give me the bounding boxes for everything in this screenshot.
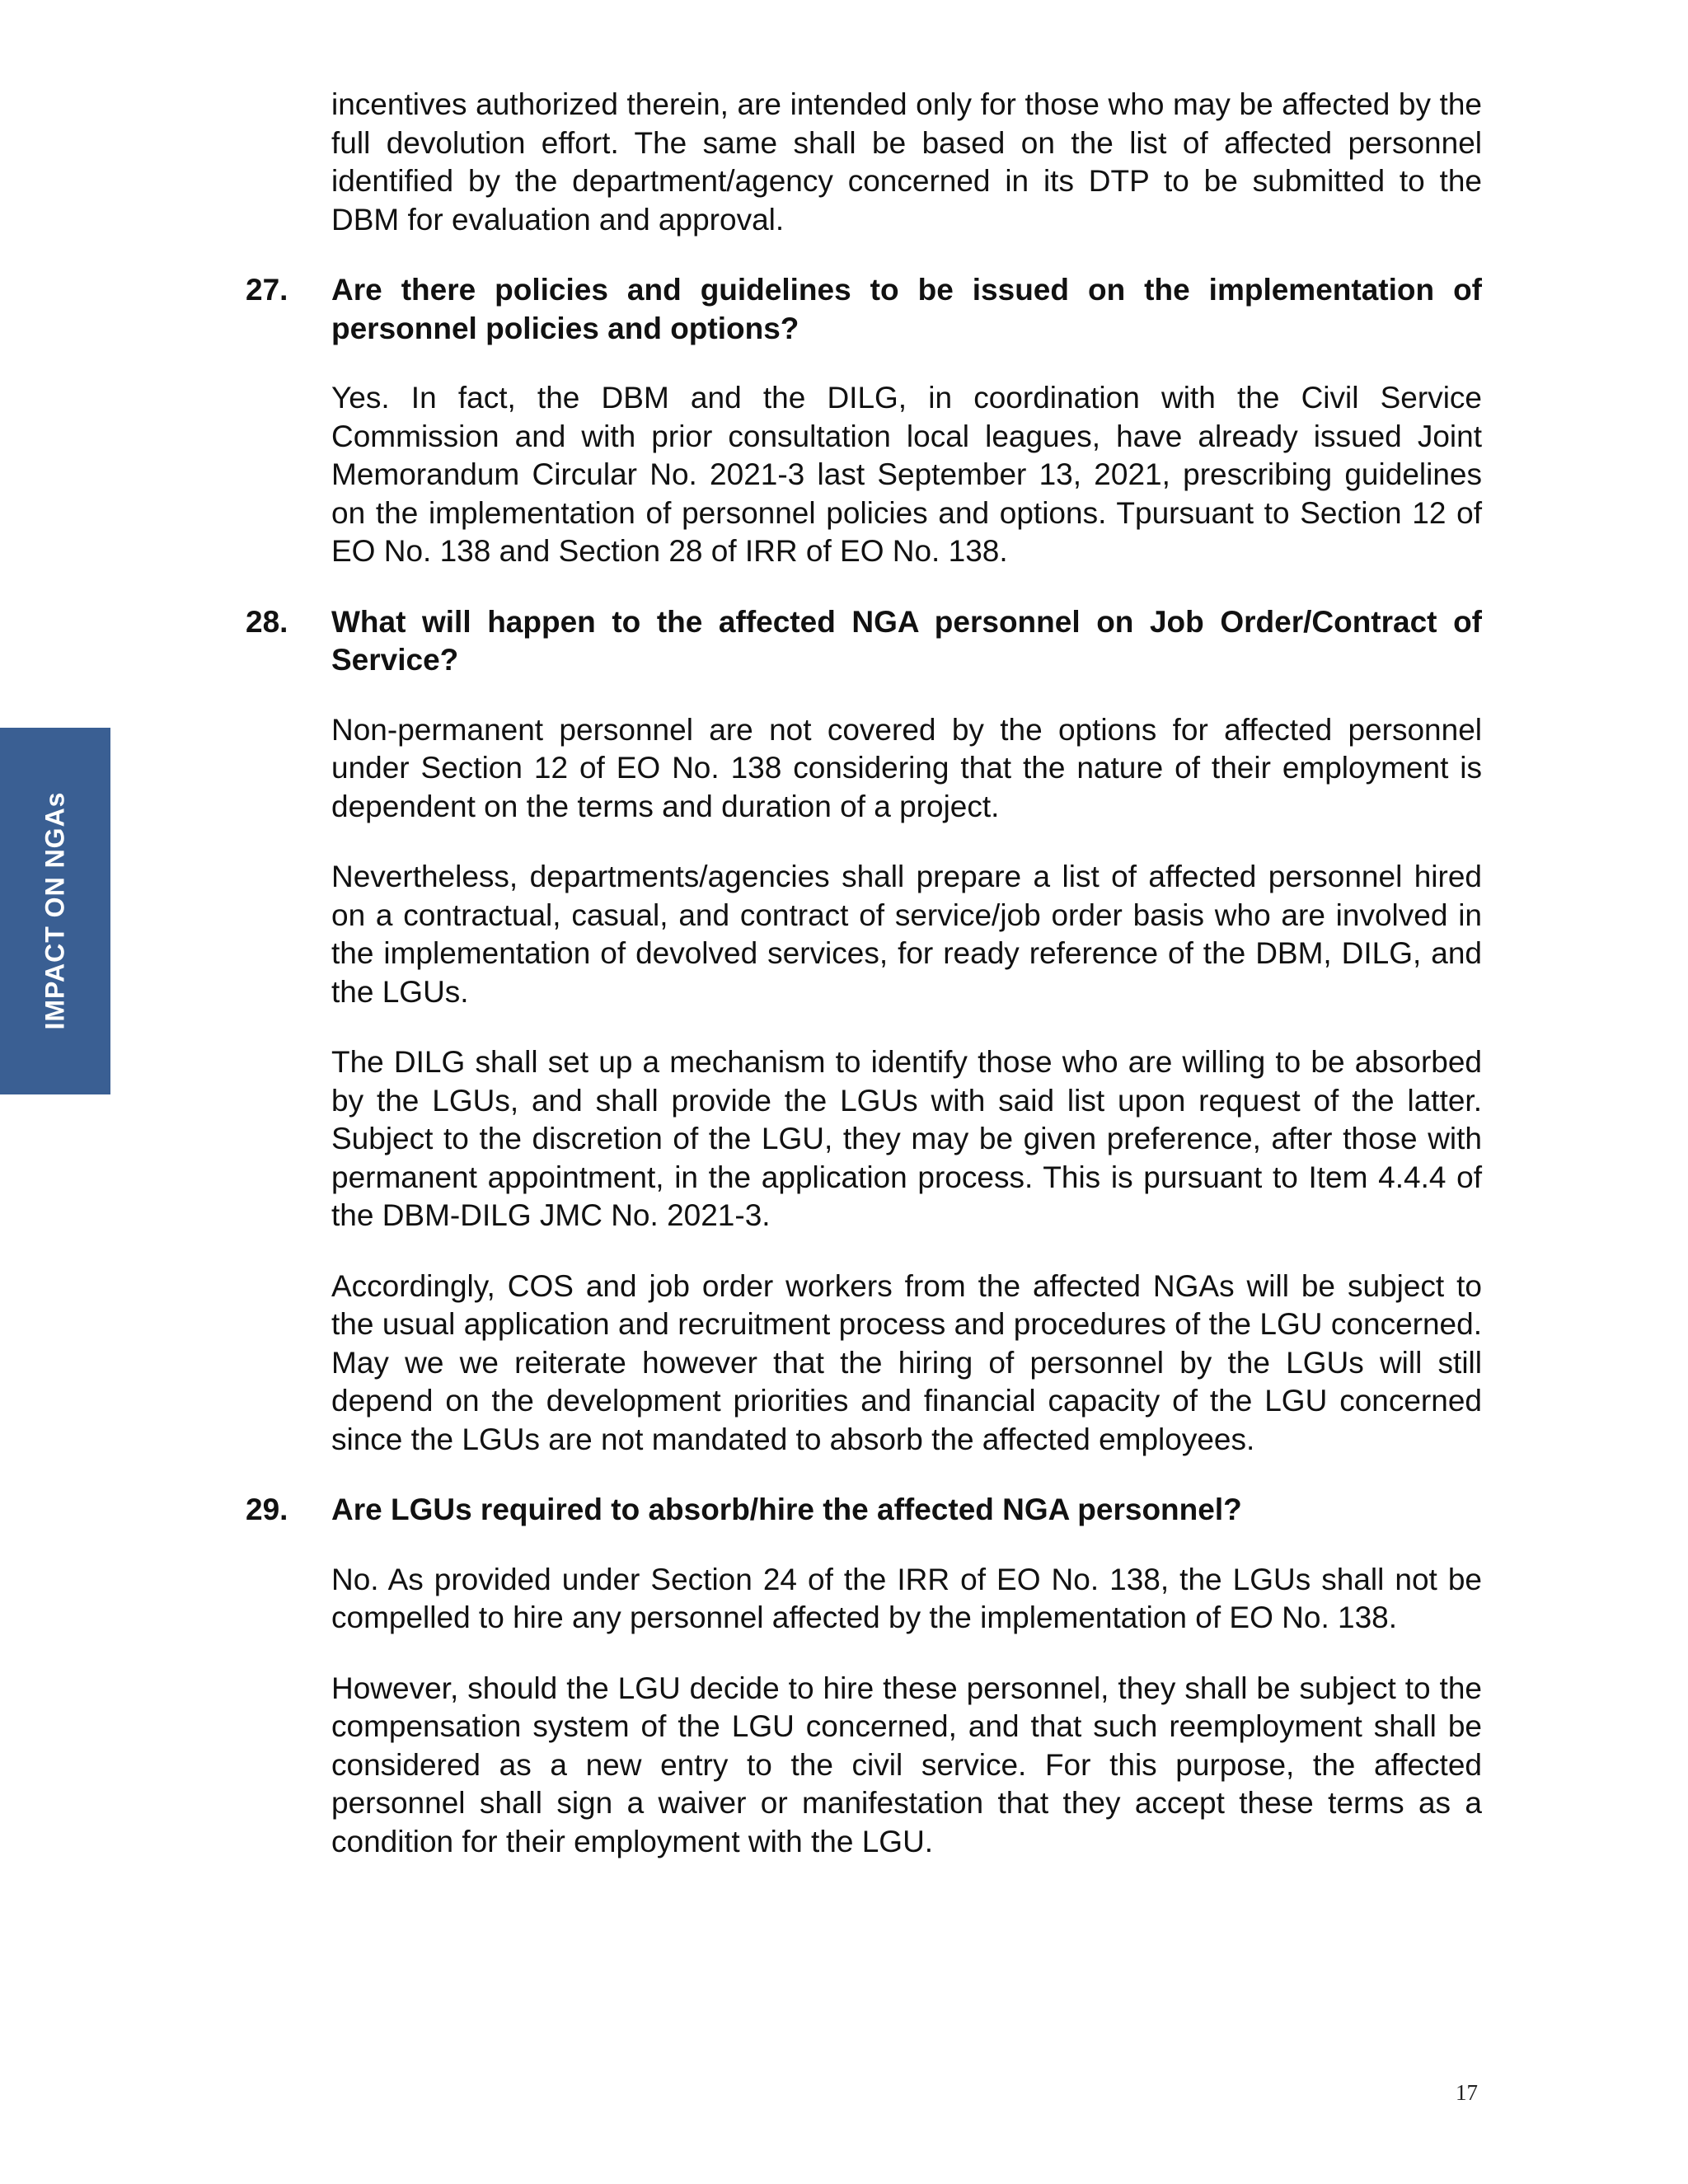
page-number: 17 <box>1456 2080 1478 2105</box>
question-heading <box>246 271 1482 348</box>
answer-paragraph: The DILG shall set up a mechanism to identify those who are willing to be absorbed by the LGUs, and shall provide the LGUs with said list upon request of the latter. Subject to the discretion of the LGU, they may be given preference, after those with permanent appointment, in the application process. This is pursuant to Item 4.4.4 of the DBM-DILG JMC No. 2021-3. <box>331 1045 1482 1232</box>
question-heading <box>246 603 1482 680</box>
answer-paragraph: Nevertheless, departments/agencies shall prepare a list of affected personnel hired on a contractual, casual, and contract of service/job order basis who are involved in the implementation of devolved services, for ready reference of the DBM, DILG, and the LGUs. <box>331 860 1482 1009</box>
question-number: 27. <box>246 273 288 307</box>
question-number: 29. <box>246 1493 288 1526</box>
answer-paragraph: However, should the LGU decide to hire these personnel, they shall be subject to the compensation system of the LGU concerned, and that such reemployment shall be considered as a new entry to the civil service. For this purpose, the affected personnel shall sign a waiver or manifestation that they accept these terms as a condition for their employment with the LGU. <box>331 1671 1482 1858</box>
answer-paragraph: Accordingly, COS and job order workers from the affected NGAs will be subject to the usual application and recruitment process and procedures of the LGU concerned. May we we reiterate however that the hiring of personnel by the LGUs will still depend on the development priorities and financial capacity of the LGU concerned since the LGUs are not mandated to absorb the affected employees. <box>331 1268 1482 1456</box>
question-text: What will happen to the affected NGA personnel on Job Order/Contract of Service? <box>331 604 1482 677</box>
document-body <box>246 86 1482 1893</box>
answer-paragraph: No. As provided under Section 24 of the IRR of EO No. 138, the LGUs shall not be compelled to hire any personnel affected by the implementation of EO No. 138. <box>331 1562 1482 1634</box>
section-side-tab-label: IMPACT ON NGAs <box>40 791 70 1030</box>
intro-paragraph: incentives authorized therein, are intended only for those who may be affected by the full devolution effort. The same shall be based on the list of affected personnel identified by the department/agency concerned in its DTP to be submitted to the DBM for evaluation and approval. <box>331 87 1482 237</box>
question-text: Are there policies and guidelines to be issued on the implementation of personnel policies and options? <box>331 273 1482 345</box>
question-number: 28. <box>246 604 288 639</box>
question-heading <box>246 1491 1482 1530</box>
answer-paragraph: Non-permanent personnel are not covered by the options for affected personnel under Section 12 of EO No. 138 considering that the nature of their employment is dependent on the terms and duration of a project. <box>331 712 1482 823</box>
question-text: Are LGUs required to absorb/hire the affected NGA personnel? <box>331 1493 1242 1526</box>
section-side-tab <box>0 728 110 1094</box>
answer-paragraph: Yes. In fact, the DBM and the DILG, in coordination with the Civil Service Commission and with prior consultation local leagues, have already issued Joint Memorandum Circular No. 2021-3 last September 13, 2021, prescribing guidelines on the implementation of personnel policies and options. Tpursuant to Section 12 of EO No. 138 and Section 28 of IRR of EO No. 138. <box>331 381 1482 568</box>
